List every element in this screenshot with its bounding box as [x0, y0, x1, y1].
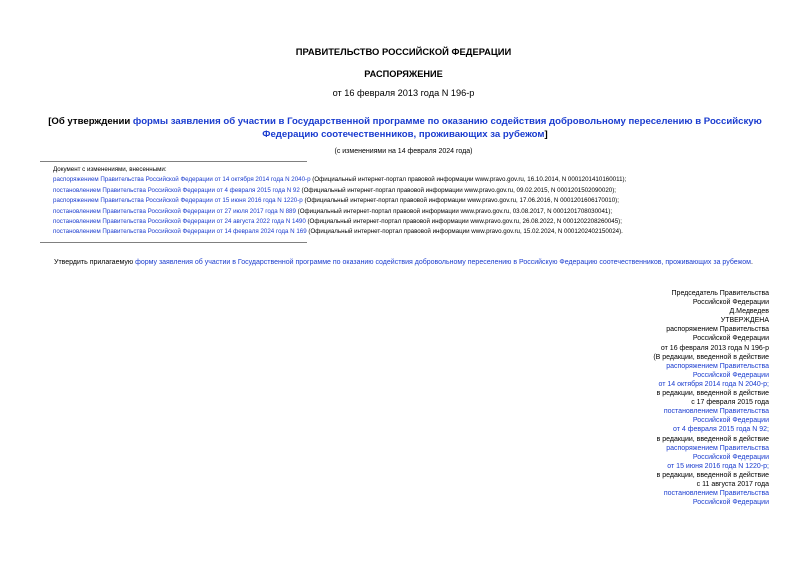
approval-link-line[interactable]: постановлением Правительства — [663, 408, 769, 416]
government-heading: ПРАВИТЕЛЬСТВО РОССИЙСКОЙ ФЕДЕРАЦИИ — [295, 46, 512, 57]
approval-line: в редакции, введенной в действие — [656, 471, 769, 479]
approval-line: от 16 февраля 2013 года N 196-р — [660, 344, 769, 352]
document-date: от 16 февраля 2013 года N 196-р — [332, 88, 475, 98]
document-type: РАСПОРЯЖЕНИЕ — [364, 69, 443, 79]
document-title — [40, 115, 770, 141]
approval-line: Российской Федерации — [692, 335, 769, 343]
change-source: (Официальный интернет-портал правовой информации www.pravo.gov.ru, 26.08.2022, N 0001202208260045); — [305, 218, 622, 226]
approval-link-line[interactable]: распоряжением Правительства — [666, 362, 769, 370]
approval-line: с 11 августа 2017 года — [696, 480, 769, 488]
approve-text: Утвердить прилагаемую — [54, 259, 136, 266]
changes-list — [53, 165, 793, 238]
title-prefix: [Об утверждении — [48, 116, 133, 127]
change-source: (Официальный интернет-портал правовой информации www.pravo.gov.ru, 15.02.2024, N 0001202402150024). — [306, 228, 623, 236]
change-item — [53, 227, 793, 237]
change-link[interactable]: постановлением Правительства Российской Федерации от 24 августа 2022 года N 1490 — [53, 218, 306, 226]
signature-block — [569, 289, 769, 507]
approval-line: (В редакции, введенной в действие — [653, 353, 769, 361]
approval-link-line[interactable]: Российской Федерации — [692, 417, 769, 425]
signer-position: Председатель Правительства — [671, 290, 769, 297]
change-source: (Официальный интернет-портал правовой информации www.pravo.gov.ru, 03.08.2017, N 0001201708030041); — [295, 207, 613, 215]
title-link[interactable]: формы заявления об участии в Государственной программе по оказанию содействия добровольному переселению в Российскую Федерацию соотечественников, проживающих за рубежом — [132, 116, 762, 140]
approval-link-line[interactable]: Российской Федерации — [692, 499, 769, 507]
change-link[interactable]: распоряжением Правительства Российской Федерации от 15 июня 2016 года N 1220-р — [53, 197, 303, 205]
resolution-paragraph — [40, 257, 769, 268]
approval-line: с 17 февраля 2015 года — [691, 399, 769, 407]
approval-link-line[interactable]: от 15 июня 2016 года N 1220-р; — [667, 462, 769, 470]
change-item — [53, 175, 793, 185]
approval-link-line[interactable]: Российской Федерации — [692, 371, 769, 379]
approval-line: УТВЕРЖДЕНА — [720, 317, 769, 325]
change-link[interactable]: постановлением Правительства Российской Федерации от 14 февраля 2024 года N 169 — [53, 228, 307, 236]
changes-intro: Документ с изменениями, внесенными: — [53, 166, 167, 173]
approval-link-line[interactable]: распоряжением Правительства — [666, 444, 769, 452]
signer-position: Российской Федерации — [692, 299, 769, 307]
title-suffix: ] — [544, 129, 548, 140]
approval-line: распоряжением Правительства — [666, 326, 769, 334]
change-item — [53, 217, 793, 227]
approval-link-line[interactable]: постановлением Правительства — [663, 490, 769, 498]
change-link[interactable]: постановлением Правительства Российской Федерации от 27 июля 2017 года N 889 — [53, 207, 296, 215]
change-link[interactable]: постановлением Правительства Российской Федерации от 4 февраля 2015 года N 92 — [53, 186, 300, 194]
form-link[interactable]: форму заявления об участии в Государственной программе по оказанию содействия добровольному переселению в Российскую Федерацию соотечественников, проживающих за рубежом — [135, 259, 751, 266]
approval-link-line[interactable]: от 14 октября 2014 года N 2040-р; — [658, 380, 769, 388]
change-source: (Официальный интернет-портал правовой информации www.pravo.gov.ru, 17.06.2016, N 0001201606170010); — [302, 197, 619, 205]
edition-note: (с изменениями на 14 февраля 2024 года) — [334, 148, 473, 155]
approve-end: . — [750, 259, 753, 266]
change-item — [53, 196, 793, 206]
change-item — [53, 186, 793, 196]
approval-line: в редакции, введенной в действие — [656, 435, 769, 443]
change-source: (Официальный интернет-портал правовой информации www.pravo.gov.ru, 09.02.2015, N 0001201502090020); — [299, 186, 616, 194]
signer-name: Д.Медведев — [729, 308, 769, 316]
divider-bottom — [40, 242, 307, 243]
approval-stamp — [569, 316, 769, 507]
divider-top — [40, 161, 307, 162]
approval-link-line[interactable]: Российской Федерации — [692, 453, 769, 461]
change-source: (Официальный интернет-портал правовой информации www.pravo.gov.ru, 16.10.2014, N 0001201410160011); — [310, 176, 627, 184]
approval-link-line[interactable]: от 4 февраля 2015 года N 92; — [672, 426, 769, 434]
approval-line: в редакции, введенной в действие — [656, 390, 769, 398]
change-link[interactable]: распоряжением Правительства Российской Федерации от 14 октября 2014 года N 2040-р — [53, 176, 311, 184]
change-item — [53, 207, 793, 217]
